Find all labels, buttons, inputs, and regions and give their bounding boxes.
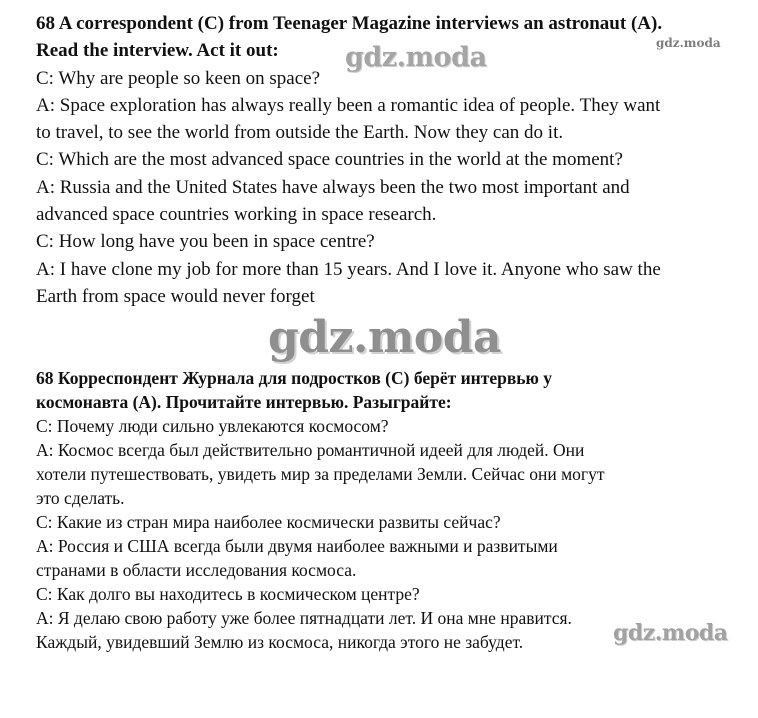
english-line-6: advanced space countries working in space research. [36,204,437,226]
watermark-center: gdz.moda [268,312,502,363]
russian-line-7: странами в области исследования космоса. [36,560,357,581]
russian-line-5: С: Какие из стран мира наиболее космически развиты сейчас? [36,512,501,533]
russian-line-8: С: Как долго вы находитесь в космическом центре? [36,584,420,605]
english-line-2: A: Space exploration has always really been a romantic idea of people. They want [36,94,661,116]
english-line-7: C: How long have you been in space centre? [36,231,375,253]
russian-line-9: А: Я делаю свою работу уже более пятнадцати лет. И она мне нравится. [36,608,572,629]
english-line-4: C: Which are the most advanced space countries in the world at the moment? [36,149,623,171]
english-line-1: C: Why are people so keen on space? [36,67,321,89]
russian-line-4: это сделать. [36,488,125,509]
english-line-3: to travel, to see the world from outside the Earth. Now they can do it. [36,122,564,144]
english-line-9: Earth from space would never forget [36,285,315,307]
russian-interview [36,366,736,654]
russian-line-6: А: Россия и США всегда были двумя наиболее важными и развитыми [36,536,558,557]
russian-line-2: А: Космос всегда был действительно романтичной идеей для людей. Они [36,440,585,461]
english-line-8: A: I have clone my job for more than 15 years. And I love it. Anyone who saw the [36,258,661,280]
watermark-small: gdz.moda [656,36,721,50]
watermark-top: gdz.moda [345,42,487,73]
english-title-line-2: Read the interview. Act it out: [36,40,279,62]
russian-line-1: С: Почему люди сильно увлекаются космосом? [36,416,389,437]
watermark-bottom: gdz.moda [613,620,728,646]
document-page [36,10,736,654]
russian-line-3: хотели путешествовать, увидеть мир за пределами Земли. Сейчас они могут [36,464,605,485]
russian-line-10: Каждый, увидевший Землю из космоса, никогда этого не забудет. [36,632,524,653]
english-line-5: A: Russia and the United States have always been the two most important and [36,176,630,198]
english-title-line-1: 68 A correspondent (C) from Teenager Magazine interviews an astronaut (A). [36,13,663,34]
russian-title-line-1: 68 Корреспондент Журнала для подростков (С) берёт интервью у [36,368,553,389]
english-interview [36,10,736,310]
russian-title-line-2: космонавта (А). Прочитайте интервью. Разыграйте: [36,392,452,413]
